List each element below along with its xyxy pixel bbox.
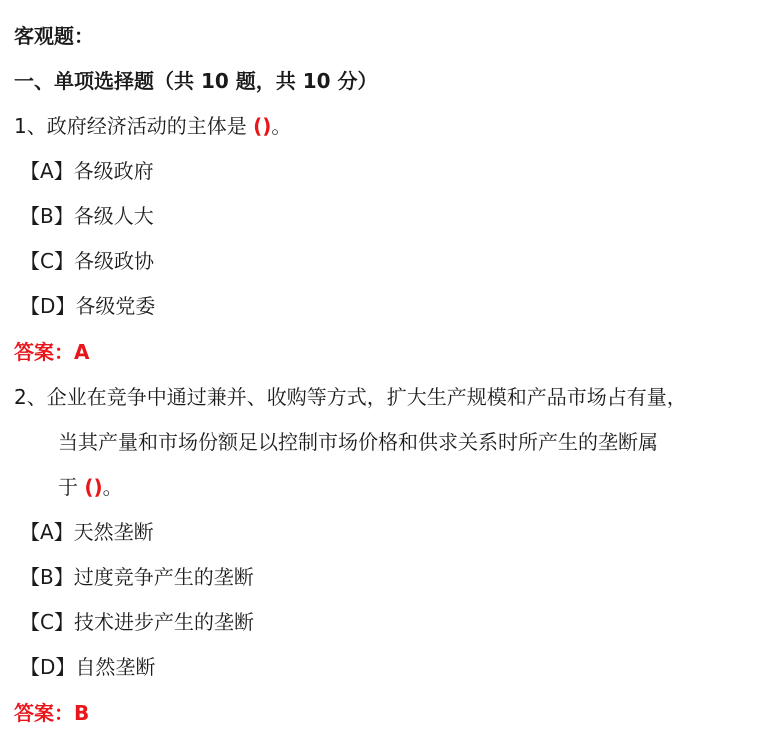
question-2-option-a: 【A】天然垄断 [20,520,154,544]
question-1-answer [14,338,89,366]
question-2-option-b: 【B】过度竞争产生的垄断 [20,565,254,589]
question-1-blank: () [253,114,272,138]
question-1-answer-label: 答案： [14,340,74,364]
question-1-option-c: 【C】各级政协 [20,249,154,273]
question-2-stem-line-3 [58,473,123,501]
question-2-answer [14,699,89,727]
section-title: 客观题： [14,24,94,48]
question-1-option-a: 【A】各级政府 [20,159,154,183]
question-1-stem [14,112,291,140]
question-2-end: 。 [102,475,123,499]
question-2-option-d: 【D】自然垄断 [20,655,156,679]
question-1-end: 。 [271,114,292,138]
question-2-answer-value: B [74,701,90,725]
question-1-option-b: 【B】各级人大 [20,204,154,228]
question-2-blank: () [84,475,103,499]
question-2-stem-line-1: 2、企业在竞争中通过兼并、收购等方式，扩大生产规模和产品市场占有量， [14,385,687,409]
question-1-text: 1、政府经济活动的主体是 [14,114,247,138]
question-2-answer-label: 答案： [14,701,74,725]
question-2-text-end: 于 [58,475,78,499]
part-heading: 一、单项选择题（共 10 题，共 10 分） [14,69,378,93]
question-2-stem-line-2: 当其产量和市场份额足以控制市场价格和供求关系时所产生的垄断属 [58,430,658,454]
question-1-answer-value: A [74,340,90,364]
question-1-option-d: 【D】各级党委 [20,294,156,318]
question-2-option-c: 【C】技术进步产生的垄断 [20,610,254,634]
